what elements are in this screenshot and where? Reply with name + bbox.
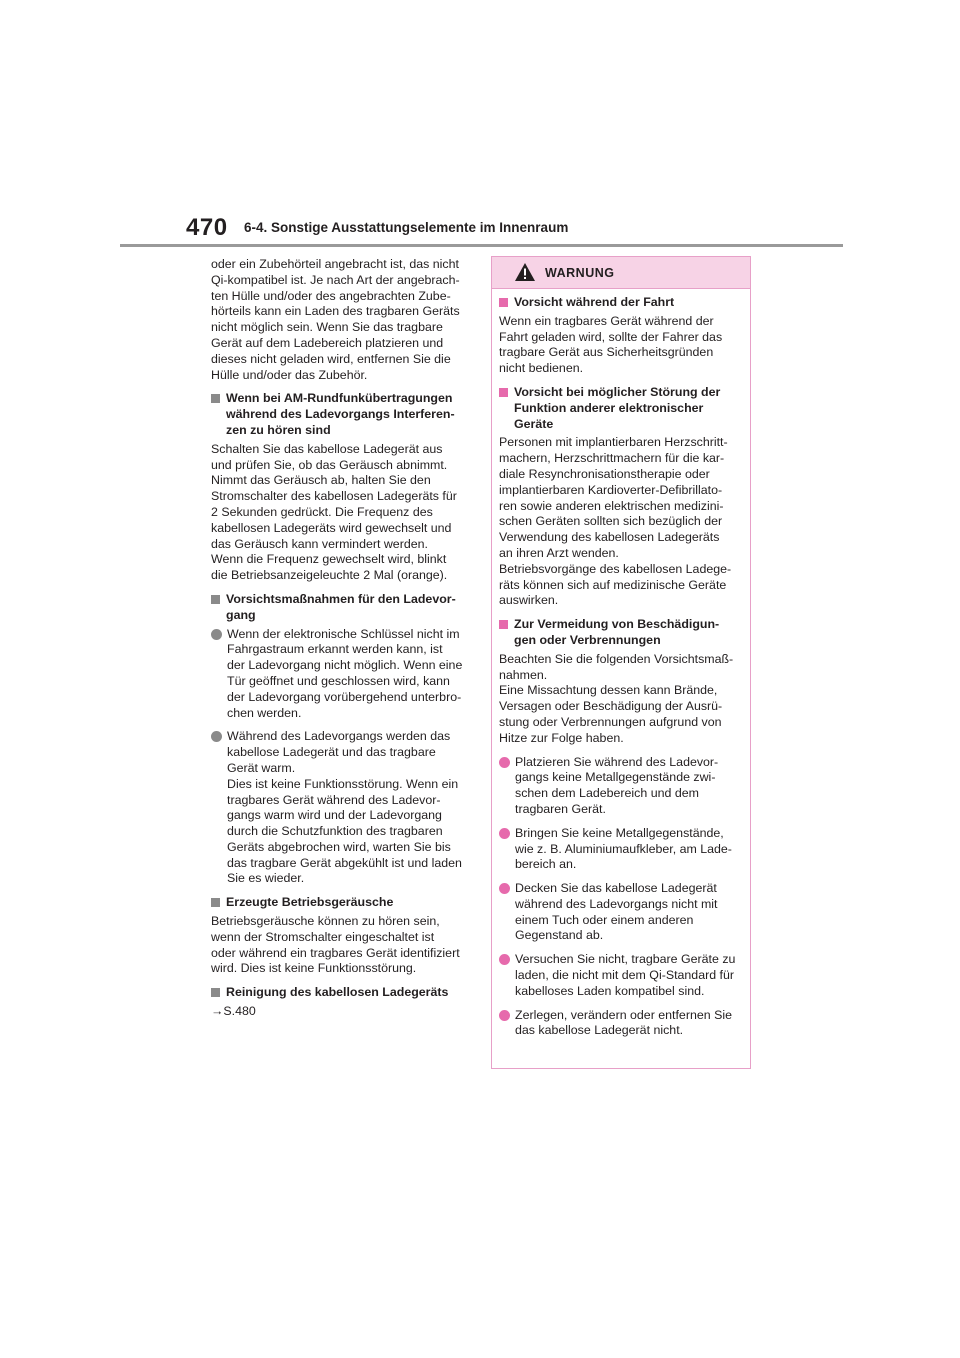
text-line: der Ladevorgang nicht möglich. Wenn eine [227,658,463,673]
text-line: Sie es wieder. [227,871,305,886]
circle-bullet-icon [499,1010,510,1021]
text-line: gang [226,607,256,622]
circle-bullet-icon [499,757,510,768]
text-line: Betriebsvorgänge des kabellosen Ladege- [499,561,732,576]
warning-text [499,314,742,377]
text-line: →S.480 [211,1004,256,1019]
warning-text [499,435,742,609]
square-bullet-icon [211,898,220,907]
text-line: schen Geräten sollten sich bezüglich der [499,514,723,529]
text-line: Hülle und/oder das Zubehör. [211,367,368,382]
text-line: Verwendung des kabellosen Ladegeräts [499,530,720,545]
warning-header [492,257,750,289]
square-bullet-icon [499,388,508,397]
list-item-text [515,952,742,999]
warning-box [491,256,751,1069]
text-line: nicht bedienen. [499,361,584,376]
text-line: dieses nicht geladen wird, entfernen Sie die [211,351,451,366]
text-line: Funktion anderer elektronischer [514,400,704,415]
list-item [499,826,742,873]
text-line: Wenn bei AM-Rundfunkübertragungen [226,391,453,406]
subsection-cleaning [211,985,471,1001]
subsection-title [226,391,455,438]
subsection-am-interference [211,391,471,438]
text-line: implantierbaren Kardioverter-Defibrillato- [499,482,723,497]
warning-subsection-interference [499,385,742,432]
text-line: Eine Missachtung dessen kann Brände, [499,683,718,698]
circle-bullet-icon [499,828,510,839]
text-line: Wenn die Frequenz gewechselt wird, blinkt [211,552,447,567]
warning-subsection-title [514,617,719,649]
text-line: kabellosen Ladegeräts wird gewechselt und [211,520,452,535]
square-bullet-icon [211,595,220,604]
text-line: gangs warm wird und der Ladevorgang [227,808,442,823]
text-line: Dies ist keine Funktionsstörung. Wenn ein [227,776,459,791]
text-line: kabelloses Laden kompatibel sind. [515,983,705,998]
left-column [211,257,471,1028]
warning-body [492,289,750,1039]
text-line: an ihren Arzt wenden. [499,545,619,560]
text-line: Fahrgastraum erkannt werden kann, ist [227,642,443,657]
text-line: bereich an. [515,857,577,872]
text-line: nicht möglich sein. Wenn Sie das tragbare [211,320,443,335]
list-item [499,1008,742,1040]
list-item [211,729,471,887]
text-line: das Geräusch kann vermindert werden. [211,536,428,551]
text-line: die Betriebsanzeigeleuchte 2 Mal (orange). [211,568,448,583]
text-line: ren sowie anderen elektrischen medizini- [499,498,724,513]
text-line: ten Hülle und/oder des angebrachten Zube- [211,288,451,303]
text-line: wenn der Stromschalter eingeschaltet ist [211,929,435,944]
text-line: kabellose Ladegerät und das tragbare [227,745,436,760]
text-line: Qi-kompatibel ist. Je nach Art der angebrach- [211,272,460,287]
text-line: Zerlegen, verändern oder entfernen Sie [515,1007,732,1022]
list-item [499,755,742,818]
text-line: Personen mit implantierbaren Herzschritt- [499,435,728,450]
text-line: das kabellose Ladegerät nicht. [515,1023,684,1038]
warning-subsection-title [514,295,674,311]
text-line: Bringen Sie keine Metallgegenstände, [515,825,724,840]
text-line: oder während ein tragbares Gerät identifiziert [211,945,460,960]
warning-text [499,652,742,747]
text-line: Versagen oder Beschädigung der Ausrü- [499,699,723,714]
text-line: Wenn ein tragbares Gerät während der [499,313,714,328]
text-line: Erzeugte Betriebsgeräusche [226,895,394,910]
text-line: gangs keine Metallgegenstände zwi- [515,770,716,785]
square-bullet-icon [211,988,220,997]
square-bullet-icon [211,394,220,403]
text-line: Versuchen Sie nicht, tragbare Geräte zu [515,952,736,967]
subsection-precautions [211,592,471,624]
section-title: 6-4. Sonstige Ausstattungselemente im Innenraum [244,220,569,235]
page-reference [211,1004,471,1020]
text-line: Beachten Sie die folgenden Vorsichtsmaß- [499,651,734,666]
text-line: laden, die nicht mit dem Qi-Standard für [515,968,735,983]
page-number: 470 [186,214,228,241]
list-item-text [515,1008,742,1040]
list-item-text [515,881,742,944]
text-line: Nimmt das Geräusch ab, halten Sie den [211,473,431,488]
text-line: Hitze zur Folge haben. [499,730,624,745]
text-line: tragbare Gerät aus Sicherheitsgründen [499,345,714,360]
text-line: nahmen. [499,667,548,682]
subsection-title [226,592,456,624]
list-item [499,952,742,999]
text-line: Geräte [514,416,554,431]
warning-triangle-icon [514,262,536,282]
text-line: wie z. B. Aluminiumaufkleber, am Lade- [515,841,732,856]
text-line: Gerät warm. [227,760,296,775]
text-line: Zur Vermeidung von Beschädigun- [514,617,720,632]
subsection-body [211,442,471,584]
warning-title: WARNUNG [545,266,615,280]
text-line: zen zu hören sind [226,422,331,437]
text-line: gen oder Verbrennungen [514,632,661,647]
circle-bullet-icon [499,954,510,965]
circle-bullet-icon [211,731,222,742]
list-item-text [515,755,742,818]
text-line: Während des Ladevorgangs werden das [227,729,451,744]
text-line: Stromschalter des kabellosen Ladegeräts für [211,489,457,504]
text-line: Schalten Sie das kabellose Ladegerät aus [211,441,443,456]
text-line: Wenn der elektronische Schlüssel nicht im [227,626,460,641]
list-item-text [227,729,471,887]
text-line: Fahrt geladen wird, sollte der Fahrer das [499,329,723,344]
list-item [499,881,742,944]
text-line: Vorsicht bei möglicher Störung der [514,384,721,399]
text-line: machern, Herzschrittmachern für die kar- [499,451,725,466]
text-line: 2 Sekunden gedrückt. Die Frequenz des [211,504,433,519]
text-line: tragbares Gerät während des Ladevor- [227,792,441,807]
text-line: Geräts abgebrochen wird, warten Sie bis [227,839,451,854]
warning-subsection-driving [499,295,742,311]
warning-subsection-damage [499,617,742,649]
text-line: tragbaren Gerät. [515,801,606,816]
text-line: Platzieren Sie während des Ladevor- [515,754,719,769]
text-line: einem Tuch oder einem anderen [515,912,694,927]
header-rule [120,244,843,247]
text-line: räts können sich auf medizinische Geräte [499,577,727,592]
intro-paragraph [211,257,471,383]
warning-subsection-title [514,385,720,432]
text-line: Vorsichtsmaßnahmen für den Ladevor- [226,591,456,606]
text-line: Tür geöffnet und geschlossen wird, kann [227,673,450,688]
text-line: diale Resynchronisationstherapie oder [499,466,710,481]
text-line: hörteils kann ein Laden des tragbaren Geräts [211,304,460,319]
circle-bullet-icon [499,883,510,894]
text-line: während des Ladevorgangs Interferen- [226,407,455,422]
text-line: das tragbare Gerät abgekühlt ist und laden [227,855,462,870]
text-line: Decken Sie das kabellose Ladegerät [515,881,717,896]
text-line: Vorsicht während der Fahrt [514,295,675,309]
square-bullet-icon [499,620,508,629]
text-line: durch die Schutzfunktion des tragbaren [227,824,443,839]
text-line: oder ein Zubehörteil angebracht ist, das nicht [211,257,459,271]
text-line: Gerät auf dem Ladebereich platzieren und [211,335,444,350]
square-bullet-icon [499,298,508,307]
subsection-title [226,985,448,1001]
list-item [211,627,471,722]
text-line: chen werden. [227,705,302,720]
text-line: auswirken. [499,593,559,608]
text-line: wird. Dies ist keine Funktionsstörung. [211,961,417,976]
subsection-body [211,914,471,977]
text-line: Gegenstand ab. [515,928,604,943]
text-line: Reinigung des kabellosen Ladegeräts [226,985,449,1000]
text-line: stung oder Verbrennungen aufgrund von [499,714,722,729]
circle-bullet-icon [211,629,222,640]
subsection-title [226,895,393,911]
subsection-noise [211,895,471,911]
text-line: der Ladevorgang vorübergehend unterbro- [227,689,462,704]
text-line: schen dem Ladebereich und dem [515,786,699,801]
list-item-text [515,826,742,873]
list-item-text [227,627,471,722]
text-line: und prüfen Sie, ob das Geräusch abnimmt. [211,457,448,472]
text-line: während des Ladevorgangs nicht mit [515,896,718,911]
text-line: Betriebsgeräusche können zu hören sein, [211,914,440,929]
